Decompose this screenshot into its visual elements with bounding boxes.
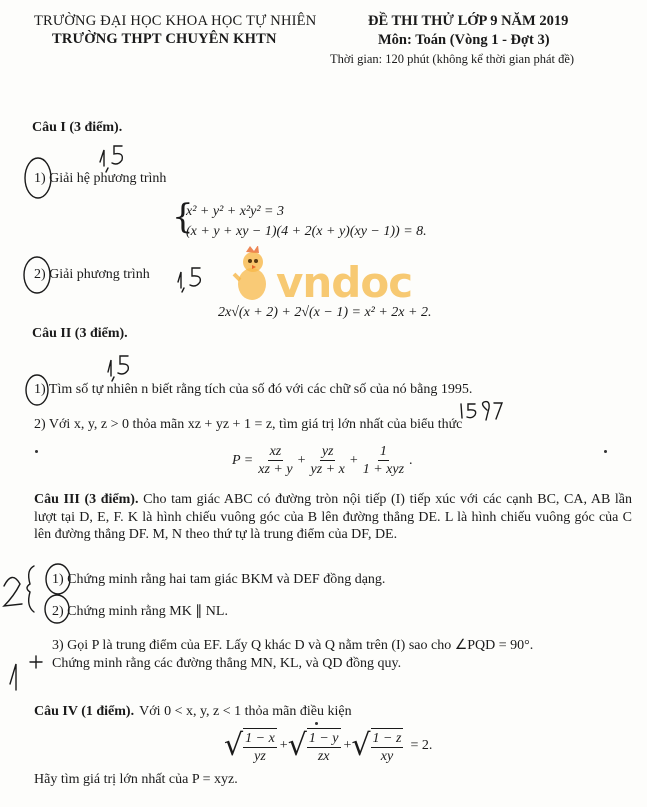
frac-2-den: yz + x xyxy=(310,462,345,477)
s2-q2: 2) Với x, y, z > 0 thỏa mãn xz + yz + 1 = z, tìm giá trị lớn nhất của biểu thức xyxy=(34,417,463,432)
s4-equation xyxy=(224,728,432,764)
exam-subject: Môn: Toán (Vòng 1 - Đợt 3) xyxy=(378,32,550,48)
s1-q1-label: 1) Giải hệ phương trình xyxy=(34,171,167,186)
P-frac-2 xyxy=(308,444,346,477)
section-4-line xyxy=(34,700,352,720)
sqrt-frac-3 xyxy=(371,728,404,764)
s3-q3-line1: 3) Gọi P là trung điểm của EF. Lấy Q khác D và Q nằm trên (I) sao cho ∠PQD = 90°. xyxy=(52,638,534,653)
s1-eq3: 2x√(x + 2) + 2√(x − 1) = x² + 2x + 2. xyxy=(218,305,432,320)
sqrt3-num: 1 − z xyxy=(372,731,402,746)
section-3-title: Câu III (3 điểm). xyxy=(34,492,139,507)
frac-3-num: 1 xyxy=(379,444,387,459)
sqrt-sign-1: √ xyxy=(224,728,244,763)
system-eq1: x² + y² + x²y² = 3 xyxy=(186,204,284,219)
section-2-title: Câu II (3 điểm). xyxy=(32,326,128,341)
sqrt-sign-2: √ xyxy=(287,728,307,763)
s3-q1: 1) Chứng minh rằng hai tam giác BKM và DEF đồng dạng. xyxy=(52,572,386,587)
sqrt1-num: 1 − x xyxy=(245,731,275,746)
sqrt-frac-1 xyxy=(243,728,277,764)
school-name-line2: TRƯỜNG THPT CHUYÊN KHTN xyxy=(52,31,277,47)
s1-q2-label: 2) Giải phương trình xyxy=(34,267,150,282)
period: . xyxy=(409,452,413,468)
s3-q2: 2) Chứng minh rằng MK ∥ NL. xyxy=(52,604,228,619)
P-frac-1 xyxy=(256,444,294,477)
s3-intro: Cho tam giác ABC có đường tròn nội tiếp (I) tiếp xúc với các cạnh BC, CA, AB lần lượt tại D, E, F. K là hình chiếu vuông góc của B lên đường thẳng DE. L là hình chiếu vuông góc của C lên đường thẳng DF. M, N theo thứ tự là trung điểm của DF, DE. xyxy=(34,492,633,542)
s4-intro: Với 0 < x, y, z < 1 thỏa mãn điều kiện xyxy=(139,704,352,719)
s4-ask: Hãy tìm giá trị lớn nhất của P = xyz. xyxy=(34,772,238,787)
frac-1-num: xz xyxy=(269,444,282,459)
vndoc-watermark xyxy=(232,246,413,310)
school-name-line1: TRƯỜNG ĐẠI HỌC KHOA HỌC TỰ NHIÊN xyxy=(34,13,317,29)
sqrt-sign-3: √ xyxy=(351,728,371,763)
section-3-paragraph xyxy=(34,491,632,544)
P-lhs: P = xyxy=(232,452,254,468)
sqrt3-den: xy xyxy=(380,749,394,764)
exam-title: ĐỀ THI THỬ LỚP 9 NĂM 2019 xyxy=(368,13,569,29)
plus-sign: + xyxy=(343,738,352,753)
sqrt2-den: zx xyxy=(317,749,330,764)
sqrt2-num: 1 − y xyxy=(308,731,339,746)
s2-q1: 1) Tìm số tự nhiên n biết rằng tích của số đó với các chữ số của nó bằng 1995. xyxy=(34,382,473,397)
plus-sign: + xyxy=(297,452,306,468)
system-eq2: (x + y + xy − 1)(4 + 2(x + y)(xy − 1)) = 8. xyxy=(186,224,427,239)
exam-time: Thời gian: 120 phút (không kể thời gian phát đề) xyxy=(330,52,575,66)
section-1-title: Câu I (3 điểm). xyxy=(32,120,123,135)
frac-1-den: xz + y xyxy=(258,462,293,477)
section-4-title: Câu IV (1 điểm). xyxy=(34,704,135,719)
frac-3-den: 1 + xyz xyxy=(362,462,405,477)
watermark-text: vndoc xyxy=(276,258,413,307)
plus-sign: + xyxy=(279,738,288,753)
scan-dot xyxy=(604,450,607,453)
sqrt-frac-2 xyxy=(307,728,341,764)
s3-q3-line2: Chứng minh rằng các đường thẳng MN, KL, và QD đồng quy. xyxy=(52,656,402,671)
s2-P-expression xyxy=(232,444,413,477)
P-frac-3 xyxy=(361,444,406,477)
frac-2-num: yz xyxy=(321,444,334,459)
mascot-chick-icon xyxy=(232,246,274,306)
scan-dot xyxy=(35,450,38,453)
plus-sign: + xyxy=(349,452,358,468)
scan-dot xyxy=(315,722,318,725)
sqrt1-den: yz xyxy=(254,749,266,764)
equals-two: = 2. xyxy=(410,738,433,753)
system-brace: { xyxy=(172,197,194,237)
